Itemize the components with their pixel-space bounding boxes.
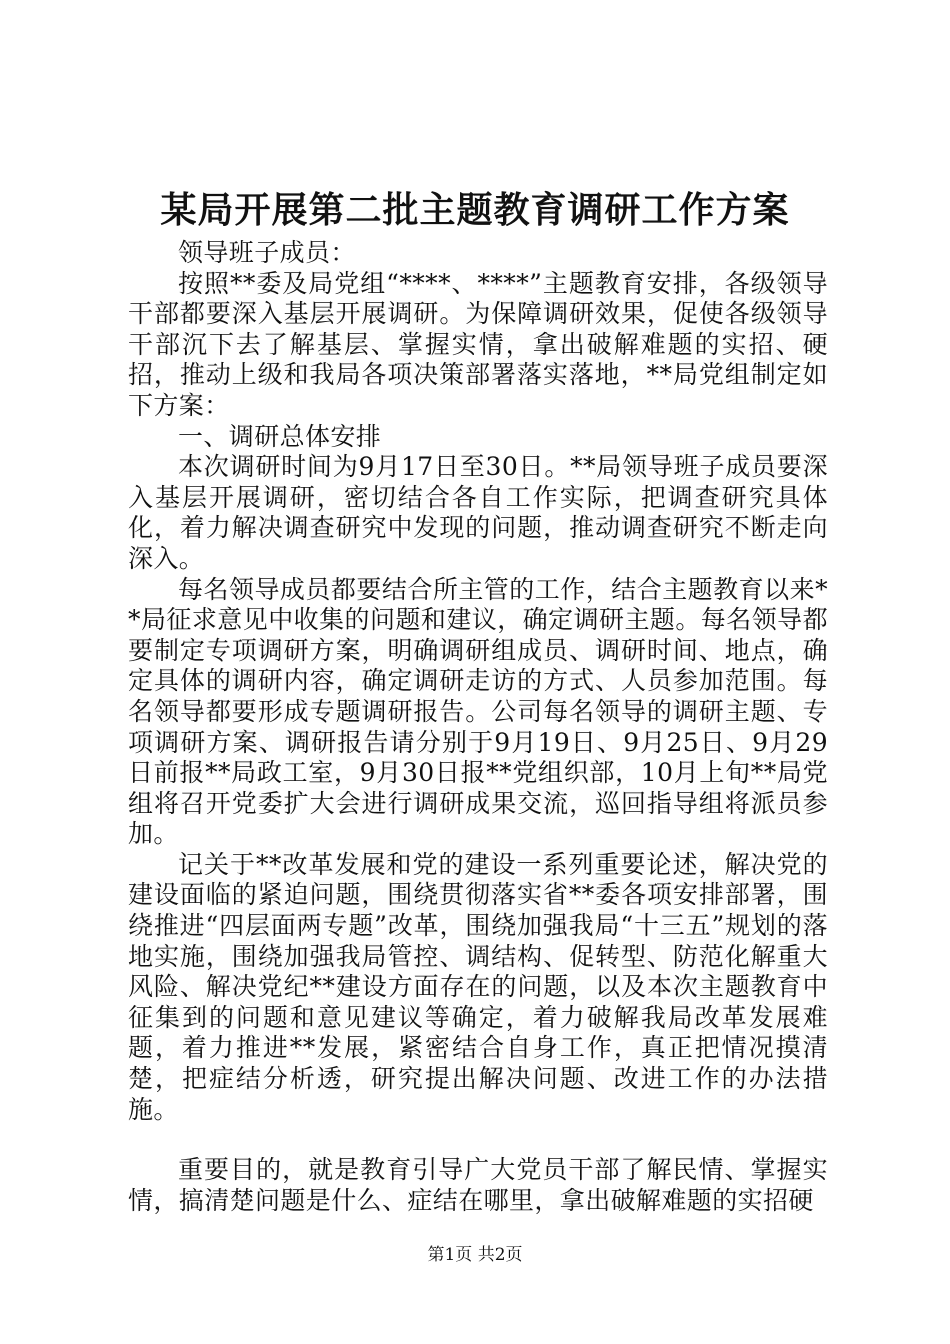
paragraph-schedule: 本次调研时间为9月17日至30日。**局领导班子成员要深入基层开展调研，密切结合各自工作实际，把调查研究具体化，着力解决调查研究中发现的问题，推动调查研究不断走向深入。	[128, 452, 828, 573]
page-number: 第1页 共2页	[427, 1245, 523, 1265]
document-body	[128, 238, 828, 1216]
section-heading-1: 一、调研总体安排	[178, 421, 382, 451]
paragraph-topics: 记关于**改革发展和党的建设一系列重要论述，解决党的建设面临的紧迫问题，围绕贯彻落实省**委各项安排部署，围绕推进“四层面两专题”改革，围绕加强我局“十三五”规划的落地实施，围绕加强我局管控、调结构、促转型、防范化解重大风险、解决党纪**建设方面存在的问题，以及本次主题教育中征集到的问题和意见建议等确定，着力破解我局改革发展难题，着力推进**发展，紧密结合自身工作，真正把情况摸清楚，把症结分析透，研究提出解决问题、改进工作的办法措施。	[128, 849, 828, 1124]
paragraph-intro: 按照**委及局党组“****、****”主题教育安排，各级领导干部都要深入基层开展调研。为保障调研效果，促使各级领导干部沉下去了解基层、掌握实情，拿出破解难题的实招、硬招，推动上级和我局各项决策部署落实落地，**局党组制定如下方案：	[128, 268, 828, 420]
document-title: 某局开展第二批主题教育调研工作方案	[160, 189, 790, 231]
paragraph-requirements: 每名领导成员都要结合所主管的工作，结合主题教育以来**局征求意见中收集的问题和建议，确定调研主题。每名领导都要制定专项调研方案，明确调研组成员、调研时间、地点，确定具体的调研内容，确定调研走访的方式、人员参加范围。每名领导都要形成专题调研报告。公司每名领导的调研主题、专项调研方案、调研报告请分别于9月19日、9月25日、9月29日前报**局政工室，9月30日报**党组织部，10月上旬**局党组将召开党委扩大会进行调研成果交流，巡回指导组将派员参加。	[128, 574, 828, 849]
paragraph-salutation: 领导班子成员：	[178, 238, 356, 267]
paragraph-purpose: 重要目的，就是教育引导广大党员干部了解民情、掌握实情，搞清楚问题是什么、症结在哪里，拿出破解难题的实招硬	[128, 1155, 828, 1215]
